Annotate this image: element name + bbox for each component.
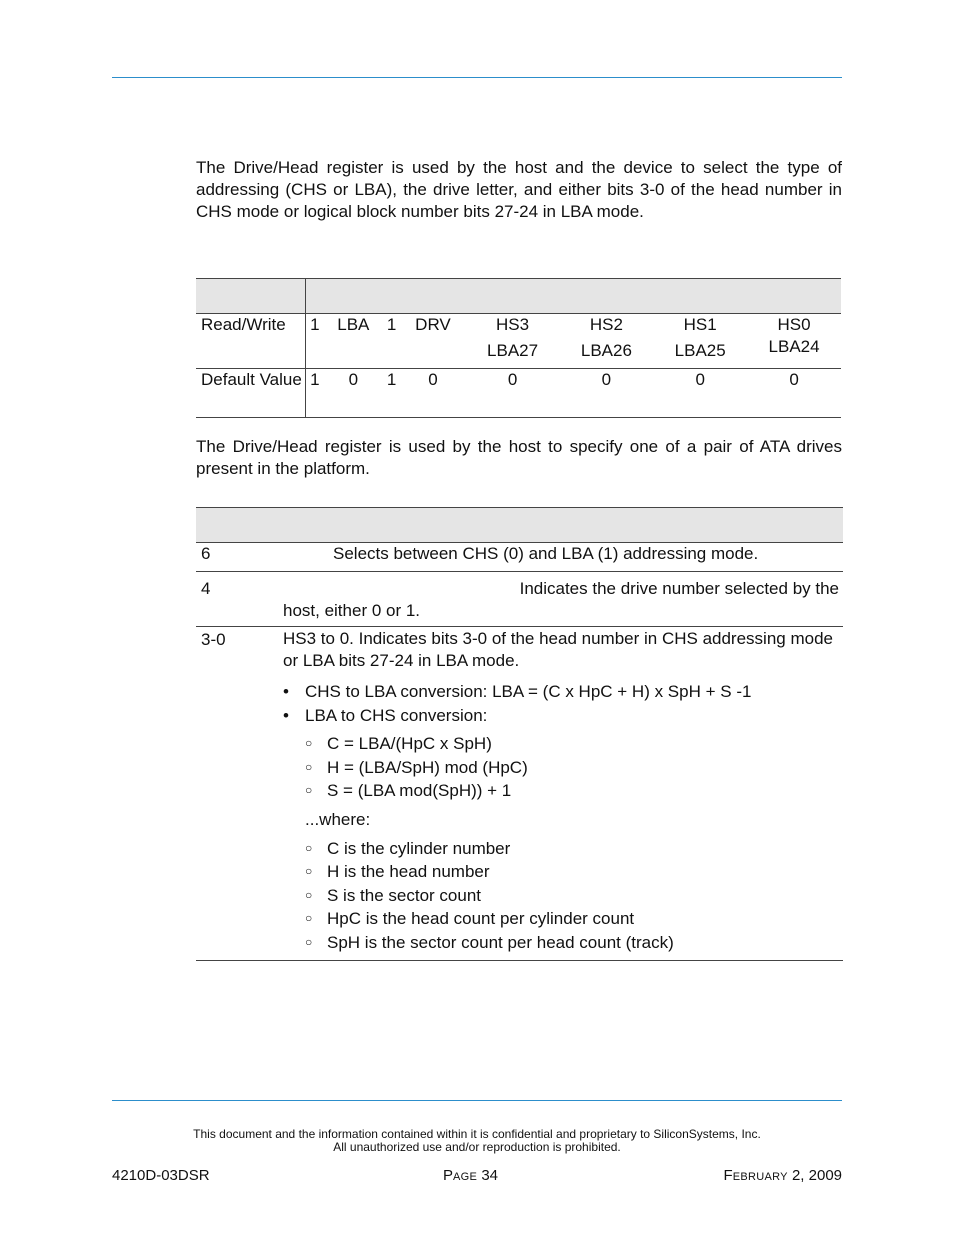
register-table (196, 278, 841, 418)
rw-bit-3: HS3 LBA27 (466, 314, 560, 369)
default-bit-6: 0 (324, 369, 383, 418)
formula-list (305, 732, 839, 803)
bit-number: 3-0 (196, 627, 283, 961)
where-label: ...where: (305, 809, 371, 829)
field-row-bit3-0 (196, 627, 843, 961)
default-bit-0: 0 (747, 369, 841, 418)
field-row-bit4 (196, 572, 843, 627)
default-label: Default Value (196, 369, 306, 418)
list-item: ○ H = (LBA/SpH) mod (HpC) (305, 756, 839, 780)
list-item: ○ SpH is the sector count per head count (track) (305, 931, 839, 955)
list-item: ○ S = (LBA mod(SpH)) + 1 (305, 779, 839, 803)
header-rule (112, 77, 842, 78)
list-item: ○ C = LBA/(HpC x SpH) (305, 732, 839, 756)
bit-number: 4 (196, 572, 283, 627)
bit-number: 6 (196, 543, 283, 572)
document-date: FEBRUARY 2, 2009 (723, 1167, 842, 1184)
list-item: ○ H is the head number (305, 860, 839, 884)
default-bit-2: 0 (559, 369, 653, 418)
default-bit-3: 0 (466, 369, 560, 418)
default-bit-5: 1 (383, 369, 400, 418)
rw-label: Read/Write (196, 314, 306, 369)
bit-description: Indicates the drive number selected by the host, either 0 or 1. (283, 572, 843, 627)
list-item: • CHS to LBA conversion: LBA = (C x HpC + H) x SpH + S -1 (283, 680, 839, 704)
field-row-bit6 (196, 543, 843, 572)
rw-bit-4: DRV (400, 314, 465, 369)
field-header-row (196, 508, 843, 543)
default-bit-7: 1 (306, 369, 324, 418)
intro-paragraph: The Drive/Head register is used by the host and the device to select the type of addressing (CHS or LBA), the drive letter, and either bits 3-0 of the head number in CHS mode or logical block number bits 27-24 in LBA mode. (196, 158, 842, 221)
list-item: ○ HpC is the head count per cylinder count (305, 907, 839, 931)
confidential-line-1: This document and the information contained within it is confidential and proprietary to SiliconSystems, Inc. (193, 1127, 761, 1141)
conversion-list (283, 680, 839, 954)
bit-description: Selects between CHS (0) and LBA (1) addressing mode. (283, 543, 843, 572)
rw-bit-0: HS0 LBA24 (747, 314, 841, 369)
default-bit-1: 0 (653, 369, 747, 418)
footer-rule (112, 1100, 842, 1101)
list-item: ○ S is the sector count (305, 884, 839, 908)
rw-bit-5: 1 (383, 314, 400, 369)
rw-bit-2: HS2 LBA26 (559, 314, 653, 369)
register-rw-row (196, 314, 841, 369)
second-paragraph: The Drive/Head register is used by the host to specify one of a pair of ATA drives present in the platform. (196, 437, 842, 478)
bit-description: HS3 to 0. Indicates bits 3-0 of the head number in CHS addressing mode or LBA bits 27-24 in LBA mode. • CHS to LBA conversion: LBA = (C x HpC + H) x SpH + S -1 • LBA to CHS conversion: ○ C = LBA/(HpC x SpH) ○ H = (LBA/SpH) mod (HpC) ○ S = (LBA mod(SpH)) + 1 ...where: ○ C is the cylinder number ○ H is the head number ○ S is the sector count ○ HpC is the head count per cylinder count ○ SpH is the sector count per head count (track) (283, 627, 843, 961)
register-default-row (196, 369, 841, 418)
rw-bit-1: HS1 LBA25 (653, 314, 747, 369)
rw-bit-7: 1 (306, 314, 324, 369)
doc-id: 4210D-03DSR (112, 1167, 210, 1184)
page-number: PAGE 34 (443, 1167, 499, 1184)
definition-list (305, 837, 839, 955)
field-table (196, 507, 843, 961)
list-item: • LBA to CHS conversion: ○ C = LBA/(HpC x SpH) ○ H = (LBA/SpH) mod (HpC) ○ S = (LBA mod(SpH)) + 1 ...where: ○ C is the cylinder number ○ H is the head number ○ S is the sector count ○ HpC is the head count per cylinder count ○ SpH is the sector count per head count (track) (283, 704, 839, 954)
rw-bit-6: LBA (324, 314, 383, 369)
default-bit-4: 0 (400, 369, 465, 418)
register-header-row (196, 279, 841, 314)
confidential-line-2: All unauthorized use and/or reproduction is prohibited. (333, 1140, 621, 1154)
list-item: ○ C is the cylinder number (305, 837, 839, 861)
